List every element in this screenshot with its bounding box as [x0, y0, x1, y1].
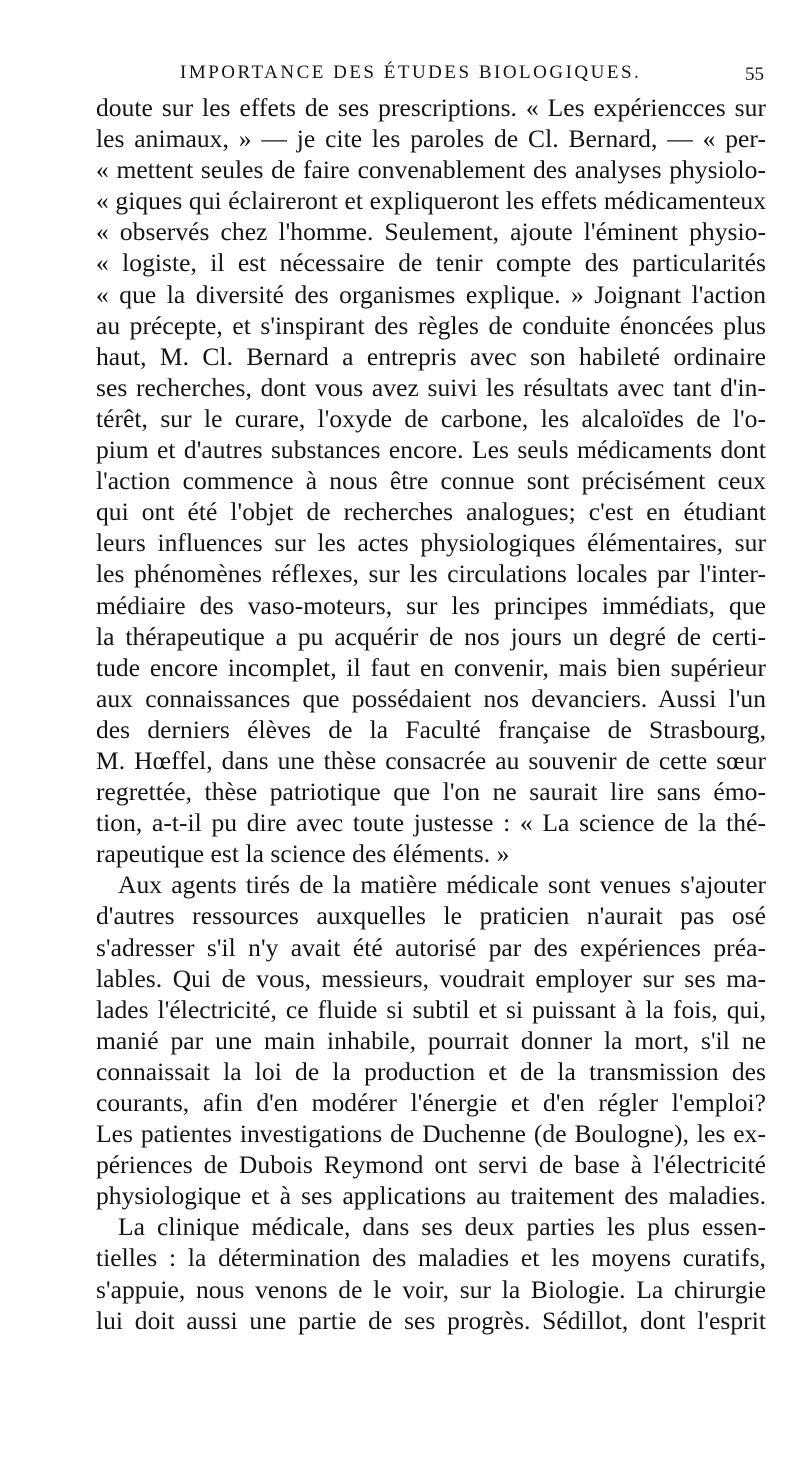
text-line: tion, a-t-il pu dire avec toute justesse : « La science de la thé-	[96, 808, 766, 838]
text-line: « giques qui éclaireront et expliqueront les effets médicamenteux	[96, 186, 766, 216]
text-line: « que la diversité des organismes explique. » Joignant l'action	[96, 279, 766, 309]
text-line: au précepte, et s'inspirant des règles de conduite énoncées plus	[96, 310, 766, 340]
text-line: physiologique et à ses applications au traitement des maladies.	[96, 1181, 766, 1211]
text-line: regrettée, thèse patriotique que l'on ne saurait lire sans émo-	[96, 777, 766, 807]
text-line: qui ont été l'objet de recherches analogues; c'est en étudiant	[96, 497, 766, 527]
text-line: courants, afin d'en modérer l'énergie et d'en régler l'emploi?	[96, 1088, 766, 1117]
text-line: aux connaissances que possédaient nos devanciers. Aussi l'un	[96, 683, 766, 713]
text-line: térêt, sur le curare, l'oxyde de carbone, les alcaloïdes de l'o-	[96, 403, 766, 433]
text-line: la thérapeutique a pu acquérir de nos jours un degré de certi-	[96, 621, 766, 651]
text-line: lables. Qui de vous, messieurs, voudrait employer sur ses ma-	[96, 963, 766, 993]
text-line: « observés chez l'homme. Seulement, ajoute l'éminent physio-	[96, 217, 766, 247]
text-line: rapeutique est la science des éléments. »	[96, 839, 510, 869]
text-line: haut, M. Cl. Bernard a entrepris avec son habileté ordinaire	[96, 341, 766, 371]
text-line: s'adresser s'il n'y avait été autorisé par des expériences préa-	[96, 932, 766, 962]
page-number: 55	[745, 64, 764, 85]
text-line: « mettent seules de faire convenablement des analyses physiolo-	[96, 155, 766, 185]
running-head	[96, 56, 766, 92]
running-title: IMPORTANCE DES ÉTUDES BIOLOGIQUES.	[180, 62, 642, 83]
text-line: médiaire des vaso-moteurs, sur les principes immédiats, que	[96, 590, 766, 620]
text-line: périences de Dubois Reymond ont servi de base à l'électricité	[96, 1150, 766, 1180]
text-line: manié par une main inhabile, pourrait donner la mort, s'il ne	[96, 1025, 766, 1055]
text-line: lui doit aussi une partie de ses progrès. Sédillot, dont l'esprit	[96, 1305, 766, 1335]
text-line: l'action commence à nous être connue sont précisément ceux	[96, 466, 766, 496]
text-line: s'appuie, nous venons de le voir, sur la Biologie. La chirurgie	[96, 1274, 766, 1304]
text-line: d'autres ressources auxquelles le praticien n'aurait pas osé	[96, 901, 766, 931]
text-line: lades l'électricité, ce fluide si subtil et si puissant à la fois, qui,	[96, 994, 766, 1024]
text-line: Aux agents tirés de la matière médicale sont venues s'ajouter	[118, 870, 766, 900]
text-line: leurs influences sur les actes physiologiques élémentaires, sur	[96, 528, 766, 558]
text-line: pium et d'autres substances encore. Les seuls médicaments dont	[96, 435, 766, 465]
text-line: « logiste, il est nécessaire de tenir compte des particularités	[96, 248, 766, 278]
text-line: Les patientes investigations de Duchenne (de Boulogne), les ex-	[96, 1119, 766, 1149]
body-text	[96, 92, 766, 1336]
text-line: les phénomènes réflexes, sur les circulations locales par l'inter-	[96, 559, 766, 589]
text-line: La clinique médicale, dans ses deux parties les plus essen-	[118, 1212, 766, 1242]
text-line: doute sur les effets de ses prescriptions. « Les expériencces sur	[96, 93, 766, 122]
text-line: M. Hœffel, dans une thèse consacrée au souvenir de cette sœur	[96, 745, 766, 775]
text-line: tude encore incomplet, il faut en convenir, mais bien supérieur	[96, 652, 766, 682]
text-line: les animaux, » — je cite les paroles de Cl. Bernard, — « per-	[96, 124, 766, 154]
text-line: des derniers élèves de la Faculté française de Strasbourg,	[96, 714, 766, 744]
book-page	[96, 56, 766, 1336]
text-line: tielles : la détermination des maladies et les moyens curatifs,	[96, 1243, 766, 1273]
text-line: connaissait la loi de la production et de la transmission des	[96, 1056, 766, 1086]
text-line: ses recherches, dont vous avez suivi les résultats avec tant d'in-	[96, 372, 766, 402]
